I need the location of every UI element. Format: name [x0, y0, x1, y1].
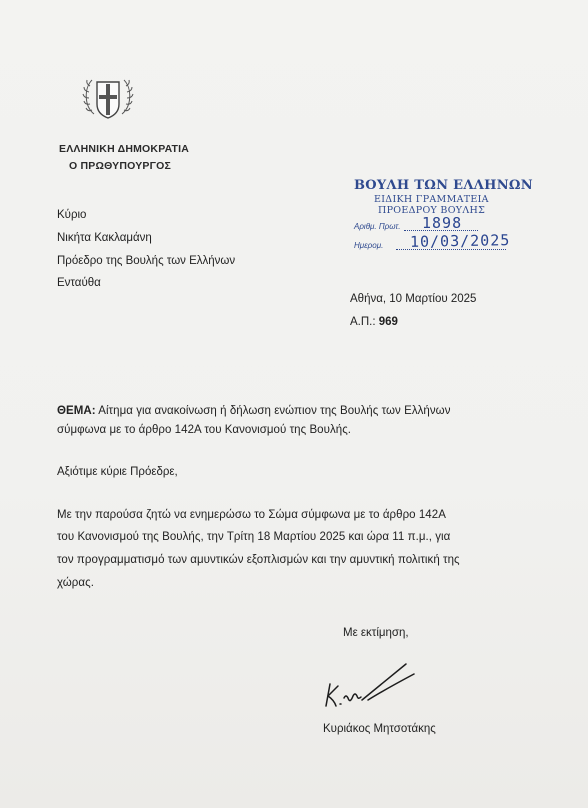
- recipient-name: Νικήτα Κακλαμάνη: [57, 232, 152, 244]
- header-office: Ο ΠΡΩΘΥΠΟΥΡΓΟΣ: [69, 160, 172, 172]
- recipient-title: Πρόεδρο της Βουλής των Ελλήνων: [57, 255, 236, 267]
- body-line-2: του Κανονισμού της Βουλής, την Τρίτη 18 Μαρτίου 2025 και ώρα 11 π.μ., για: [57, 531, 451, 543]
- stamp-subtitle-2: ΠΡΟΕΔΡΟΥ ΒΟΥΛΗΣ: [378, 205, 486, 216]
- recipient-location: Ενταύθα: [57, 277, 101, 289]
- greeting: Αξιότιμε κύριε Πρόεδρε,: [57, 466, 178, 478]
- subject-text-1: Αίτημα για ανακοίνωση ή δήλωση ενώπιον της Βουλής των Ελλήνων: [98, 405, 451, 417]
- protocol-number: [350, 316, 398, 328]
- stamp-subtitle-1: ΕΙΔΙΚΗ ΓΡΑΜΜΑΤΕΙΑ: [374, 194, 489, 205]
- recipient-salutation: Κύριο: [57, 209, 87, 221]
- subject-line-2: σύμφωνα με το άρθρο 142Α του Κανονισμού της Βουλής.: [57, 424, 352, 436]
- protocol-label: Α.Π.:: [350, 316, 376, 328]
- header-country: ΕΛΛΗΝΙΚΗ ΔΗΜΟΚΡΑΤΙΑ: [59, 143, 190, 155]
- stamp-title: ΒΟΥΛΗ ΤΩΝ ΕΛΛΗΝΩΝ: [354, 178, 533, 193]
- handwritten-signature: [318, 656, 428, 712]
- greek-coat-of-arms-emblem: [80, 70, 136, 126]
- stamp-protocol-number: 1898: [422, 214, 463, 232]
- subject-line-1: [57, 405, 451, 417]
- body-line-3: τον προγραμματισμό των αμυντικών εξοπλισμών και την αμυντική πολιτική της: [57, 554, 460, 566]
- letter-date: Αθήνα, 10 Μαρτίου 2025: [350, 293, 477, 305]
- stamp-date-label: Ημερομ.: [354, 241, 384, 250]
- body-line-4: χώρας.: [57, 577, 94, 589]
- parliament-receipt-stamp: [352, 176, 533, 256]
- body-line-1: Με την παρούσα ζητώ να ενημερώσω το Σώμα σύμφωνα με το άρθρο 142Α: [57, 509, 446, 521]
- protocol-value: 969: [378, 316, 398, 328]
- closing: Με εκτίμηση,: [343, 627, 409, 639]
- stamp-protocol-label: Αριθμ. Πρωτ.: [354, 222, 401, 231]
- signer-name: Κυριάκος Μητσοτάκης: [323, 723, 436, 735]
- subject-label: ΘΕΜΑ:: [57, 405, 96, 417]
- stamp-date-value: 10/03/2025: [409, 231, 511, 251]
